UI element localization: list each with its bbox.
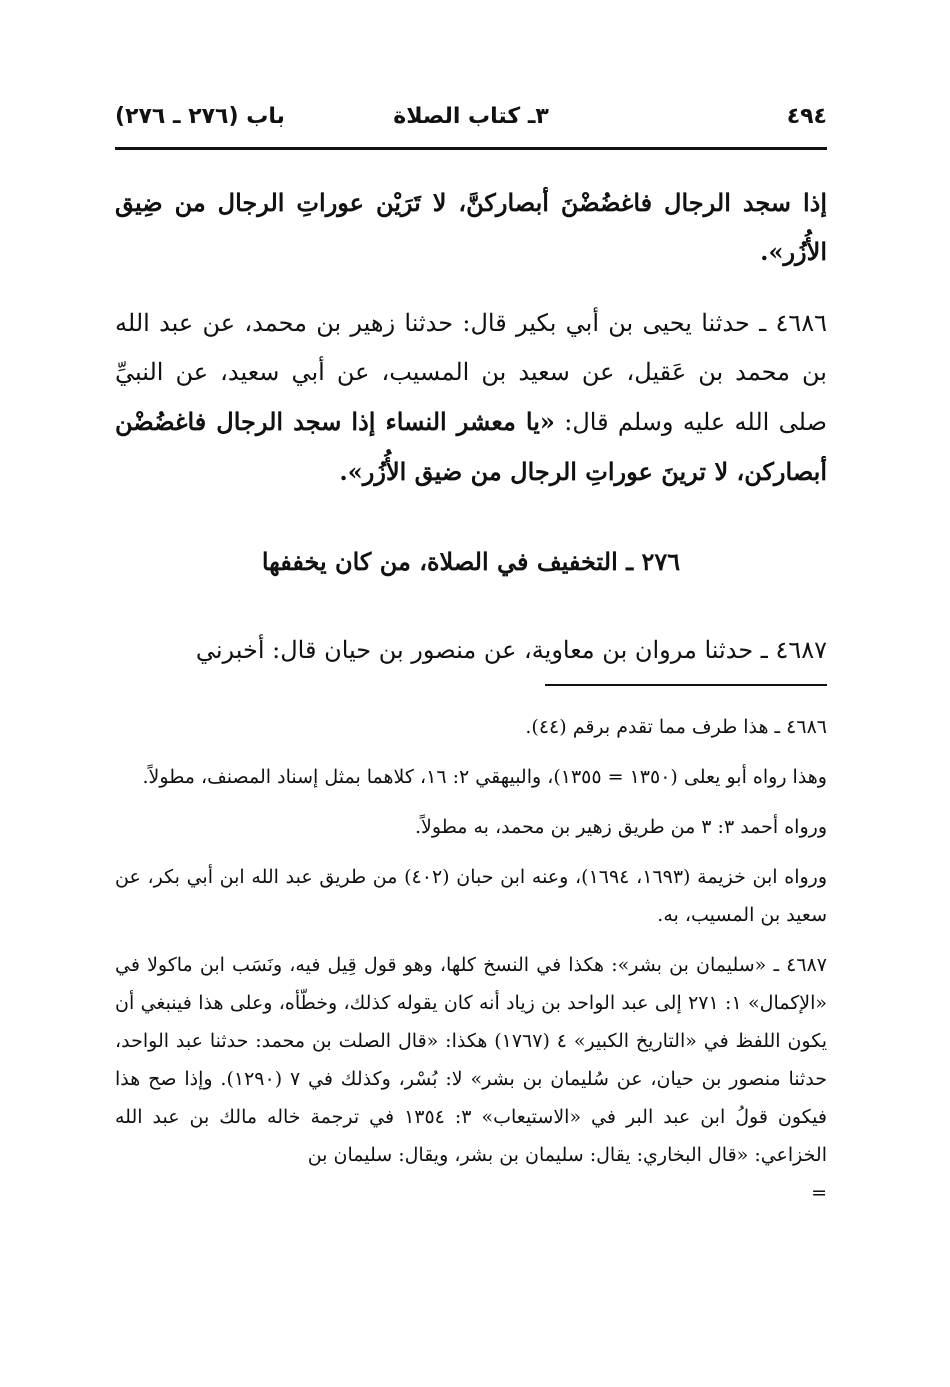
- running-header: [115, 100, 827, 144]
- hadith-4686: [115, 299, 827, 497]
- footnotes: [115, 708, 827, 1212]
- footnote-4687: ٤٦٨٧ ـ «سليمان بن بشر»: هكذا في النسخ كلها، وهو قول قِيل فيه، ونَسَب ابن ماكولا في «الإكمال» ١: ٢٧١ إلى عبد الواحد بن زياد أنه كان يقوله كذلك، وخطّأه، وعلى هذا فينبغي أن يكون اللفظ في «التاريخ الكبير» ٤ (١٧٦٧) هكذا: «قال الصلت بن محمد: حدثنا عبد الواحد، حدثنا منصور بن حيان، عن سُليمان بن بشر» لا: بُسْر، وكذلك في ٧ (١٢٩٠). وإذا صح هذا فيكون قولُ ابن عبد البر في «الاستيعاب» ٣: ١٣٥٤ في ترجمة خاله مالك بن عبد الله الخزاعي: «قال البخاري: يقال: سليمان بن بشر، ويقال: سليمان بن: [115, 954, 828, 1166]
- header-rule: [115, 147, 827, 150]
- page-number: ٤٩٤: [786, 104, 827, 129]
- footnote-paragraph: ورواه أحمد ٣: ٣ من طريق زهير بن محمد، به مطولاً.: [415, 816, 827, 838]
- footnote-4686: ٤٦٨٦ ـ هذا طرف مما تقدم برقم (٤٤).: [525, 716, 827, 738]
- main-text: [115, 178, 827, 675]
- hadith-4686-matn: «يا معشر النساء إذا سجد الرجال فاغضُضْن أبصاركن، لا ترينَ عوراتِ الرجال من ضيق الأُزُر».: [115, 407, 827, 486]
- continuation-mark: =: [811, 1182, 827, 1204]
- hadith-4687: ٤٦٨٧ ـ حدثنا مروان بن معاوية، عن منصور بن حيان قال: أخبرني: [195, 636, 827, 664]
- footnote-rule: [545, 684, 827, 686]
- hadith-4686-isnad: ٤٦٨٦ ـ حدثنا يحيى بن أبي بكير قال: حدثنا زهير بن محمد، عن عبد الله بن محمد بن عَقيل، عن سعيد بن المسيب، عن أبي سعيد، عن النبيِّ صلى الله عليه وسلم قال:: [115, 309, 827, 436]
- continued-paragraph: إذا سجد الرجال فاغضُضْنَ أبصاركنَّ، لا تَرَيْن عوراتِ الرجال من ضِيق الأُزُر».: [115, 188, 827, 266]
- chapter-heading: ٢٧٦ ـ التخفيف في الصلاة، من كان يخففها: [261, 547, 681, 576]
- footnote-paragraph: وهذا رواه أبو يعلى (١٣٥٠ = ١٣٥٥)، والبيهقي ٢: ١٦، كلاهما بمثل إسناد المصنف، مطولاً.: [142, 766, 827, 788]
- book-title: ٣ـ كتاب الصلاة: [393, 104, 549, 129]
- footnote-paragraph: ورواه ابن خزيمة (١٦٩٣، ١٦٩٤)، وعنه ابن حبان (٤٠٢) من طريق عبد الله ابن أبي بكر، عن سعيد بن المسيب، به.: [115, 866, 828, 926]
- chapter-range: باب (٢٧٦ ـ ٢٧٦): [115, 104, 285, 129]
